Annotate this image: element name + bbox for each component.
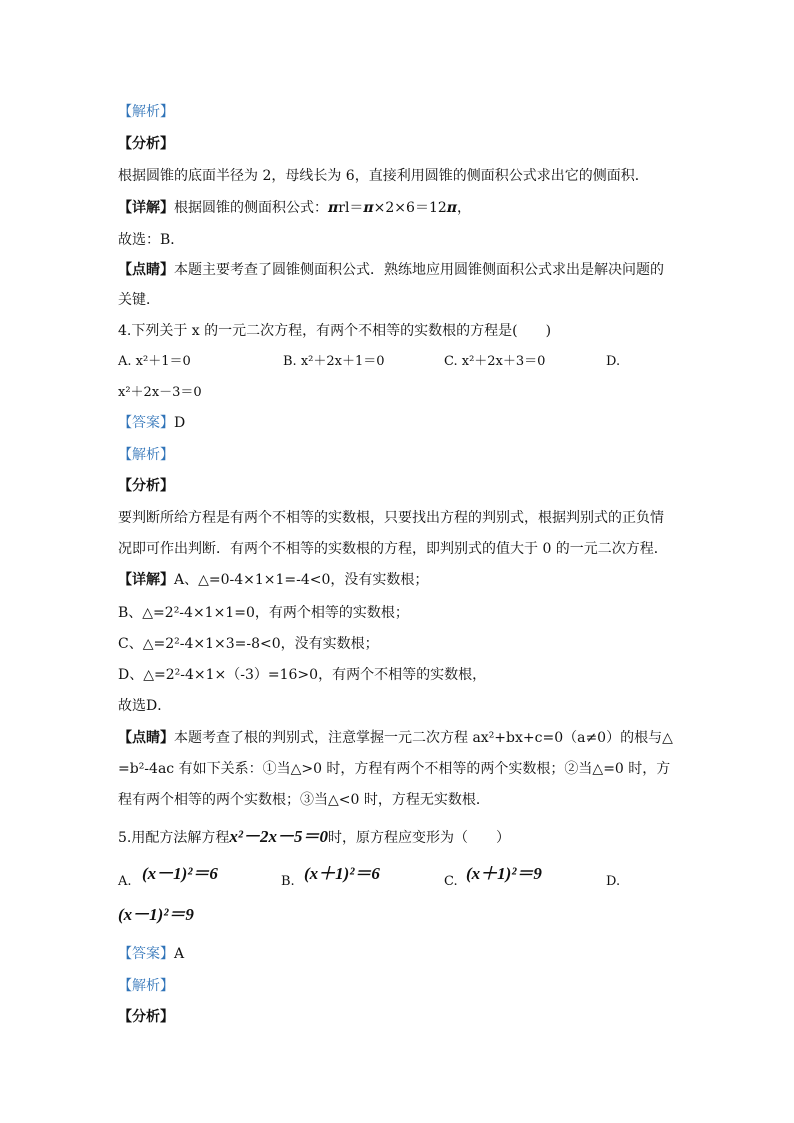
q5-option-c-label: C.: [444, 874, 458, 889]
choice-line: 故选D．: [118, 698, 172, 714]
detail-calc: ×2×6＝12: [373, 200, 447, 216]
q5-option-b-label: B.: [281, 874, 295, 889]
q4-option-c: C. x²＋2x＋3＝0: [444, 354, 546, 369]
section-fenxi: 【分析】: [118, 1009, 174, 1025]
pi-symbol: π: [446, 200, 458, 216]
answer-value: A: [174, 946, 185, 962]
section-fenxi: 【分析】: [118, 478, 174, 494]
answer-5: [118, 944, 184, 964]
detail-tag: 【详解】: [118, 200, 174, 216]
comment-text: 本题主要考查了圆锥侧面积公式．熟练地应用圆锥侧面积公式求出是解决问题的: [174, 262, 664, 278]
q4-option-b: B. x²＋2x＋1＝0: [283, 354, 385, 369]
comment-line: [118, 728, 673, 748]
question-5: [118, 827, 510, 848]
comment-tag: 【点睛】: [118, 262, 174, 278]
pi-symbol: π: [328, 200, 339, 216]
q5-equation: x²－2x－5＝0: [229, 827, 328, 846]
analysis-text: 要判断所给方程是有两个不相等的实数根，只要找出方程的判别式，根据判别式的正负情: [118, 510, 664, 526]
comment-tag: 【点睛】: [118, 730, 174, 746]
q5-option-d: (x－1)²＝9: [118, 905, 194, 924]
comment-text-cont: =b²-4ac 有如下关系：①当△>0 时，方程有两个不相等的两个实数根；②当△=0 时，方: [118, 761, 671, 777]
comment-text-cont: 程有两个相等的两个实数根；③当△<0 时，方程无实数根．: [118, 792, 490, 808]
q5-option-a: (x－1)²＝6: [142, 864, 218, 883]
section-jiexi: 【解析】: [118, 447, 174, 463]
comment-text-cont: 关键．: [118, 292, 160, 308]
comment-line: [118, 260, 664, 280]
q4-option-d-label: D.: [606, 354, 621, 369]
q5-suffix: 时，原方程应变形为（ ）: [327, 830, 510, 846]
detail-text: A、△=0-4×1×1=-4<0，没有实数根；: [174, 572, 429, 588]
answer-4: [118, 413, 185, 433]
q5-option-a-label: A.: [118, 874, 132, 889]
pi-symbol: π: [363, 200, 374, 216]
detail-c: C、△=2²-4×1×3=-8<0，没有实数根；: [118, 636, 379, 652]
section-jiexi: 【解析】: [118, 978, 174, 994]
detail-line: [118, 198, 471, 218]
detail-tag: 【详解】: [118, 572, 174, 588]
detail-b: B、△=2²-4×1×1=0，有两个相等的实数根；: [118, 605, 409, 621]
section-jiexi: 【解析】: [118, 104, 174, 120]
q4-option-a: A. x²＋1＝0: [118, 354, 191, 369]
detail-end: ，: [457, 200, 472, 216]
question-4: 4.下列关于 x 的一元二次方程，有两个不相等的实数根的方程是( ): [118, 323, 552, 339]
detail-line: [118, 570, 428, 590]
detail-d: D、△=2²-4×1×（-3）=16>0，有两个不相等的实数根，: [118, 667, 487, 683]
analysis-text: 根据圆锥的底面半径为 2，母线长为 6，直接利用圆锥的侧面积公式求出它的侧面积．: [118, 168, 649, 184]
answer-tag: 【答案】: [118, 946, 174, 962]
detail-pre: 根据圆锥的侧面积公式：: [174, 200, 328, 216]
answer-tag: 【答案】: [118, 415, 174, 431]
analysis-text-cont: 况即可作出判断．有两个不相等的实数根的方程，即判别式的值大于 0 的一元二次方程．: [118, 541, 668, 557]
q5-option-b: (x＋1)²＝6: [304, 864, 380, 883]
q5-option-c: (x＋1)²＝9: [466, 864, 542, 883]
q5-prefix: 5.用配方法解方程: [118, 830, 230, 846]
comment-text: 本题考查了根的判别式，注意掌握一元二次方程 ax²+bx+c=0（a≠0）的根与△: [174, 730, 673, 746]
choice-line: 故选：B．: [118, 232, 185, 248]
q4-option-d: x²＋2x－3＝0: [118, 385, 202, 400]
answer-value: D: [174, 415, 186, 431]
detail-mid: rl＝: [338, 200, 364, 216]
section-fenxi: 【分析】: [118, 136, 174, 152]
q5-option-d-label: D.: [606, 874, 621, 889]
